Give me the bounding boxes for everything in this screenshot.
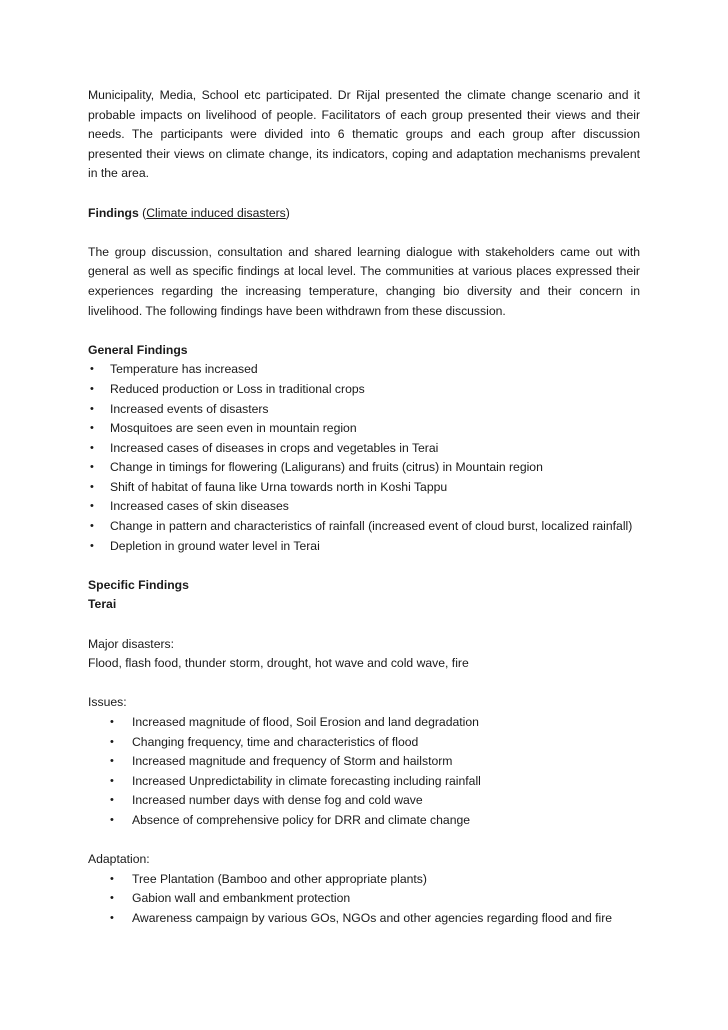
list-item: • Mosquitoes are seen even in mountain region [88,419,640,439]
list-item: • Gabion wall and embankment protection [88,889,640,909]
list-item: • Increased Unpredictability in climate forecasting including rainfall [88,772,640,792]
bullet-icon: • [110,755,114,768]
adaptation-list [88,870,640,929]
bullet-icon: • [110,872,114,885]
list-item: • Increased magnitude and frequency of Storm and hailstorm [88,752,640,772]
bullet-icon: • [90,441,94,454]
issues-label: Issues: [88,695,127,710]
major-disasters-label: Major disasters: [88,636,175,651]
intro-paragraph: Municipality, Media, School etc participated. Dr Rijal presented the climate change scenario and it probable impacts on livelihood of people. Facilitators of each group presented their views and their needs. The participants were divided into 6 thematic groups and each group after discussion presented their views on climate change, its indicators, coping and adaptation mechanisms prevalent in the area. [88,88,640,181]
findings-open-paren: ( [138,205,147,220]
bullet-icon: • [90,539,94,552]
findings-subtitle: Climate induced disasters [146,205,286,220]
region-heading: Terai [88,597,117,612]
bullet-icon: • [110,735,114,748]
list-item: • Awareness campaign by various GOs, NGOs and other agencies regarding flood and fire [88,909,640,929]
list-item: • Increased events of disasters [88,400,640,420]
findings-heading [88,204,640,224]
list-item: • Reduced production or Loss in traditional crops [88,380,640,400]
list-item: • Change in pattern and characteristics of rainfall (increased event of cloud burst, localized rainfall) [88,517,640,537]
list-item: • Change in timings for flowering (Laligurans) and fruits (citrus) in Mountain region [88,458,640,478]
list-item: • Shift of habitat of fauna like Urna towards north in Koshi Tappu [88,478,640,498]
general-findings-list [88,360,640,556]
list-item: • Increased cases of diseases in crops and vegetables in Terai [88,439,640,459]
adaptation-label: Adaptation: [88,852,150,867]
bullet-icon: • [110,892,114,905]
list-item: • Absence of comprehensive policy for DRR and climate change [88,811,640,831]
bullet-icon: • [90,402,94,415]
list-item: • Temperature has increased [88,360,640,380]
list-item: • Increased magnitude of flood, Soil Erosion and land degradation [88,713,640,733]
bullet-icon: • [110,774,114,787]
findings-label: Findings [88,205,139,220]
major-disasters-text: Flood, flash food, thunder storm, drought, hot wave and cold wave, fire [88,656,469,671]
bullet-icon: • [90,480,94,493]
bullet-icon: • [110,794,114,807]
bullet-icon: • [90,461,94,474]
bullet-icon: • [110,716,114,728]
bullet-icon: • [90,500,94,513]
specific-findings-heading: Specific Findings [88,577,189,592]
findings-paragraph: The group discussion, consultation and shared learning dialogue with stakeholders came out with general as well as specific findings at local level. The communities at various places expressed their experiences regarding the increasing temperature, changing bio diversity and their concern in livelihood. The following findings have been withdrawn from these discussion. [88,244,640,318]
bullet-icon: • [90,382,94,395]
bullet-icon: • [90,520,94,533]
bullet-icon: • [90,422,94,435]
list-item: • Increased cases of skin diseases [88,497,640,517]
list-item: • Depletion in ground water level in Terai [88,537,640,557]
bullet-icon: • [90,363,94,376]
findings-close-paren: ) [285,205,290,220]
list-item: • Tree Plantation (Bamboo and other appropriate plants) [88,870,640,890]
bullet-icon: • [110,911,114,924]
list-item: • Increased number days with dense fog and cold wave [88,791,640,811]
list-item: • Changing frequency, time and characteristics of flood [88,733,640,753]
bullet-icon: • [110,813,114,826]
document-page [88,86,640,929]
general-findings-heading: General Findings [88,342,188,357]
issues-list [88,713,640,831]
